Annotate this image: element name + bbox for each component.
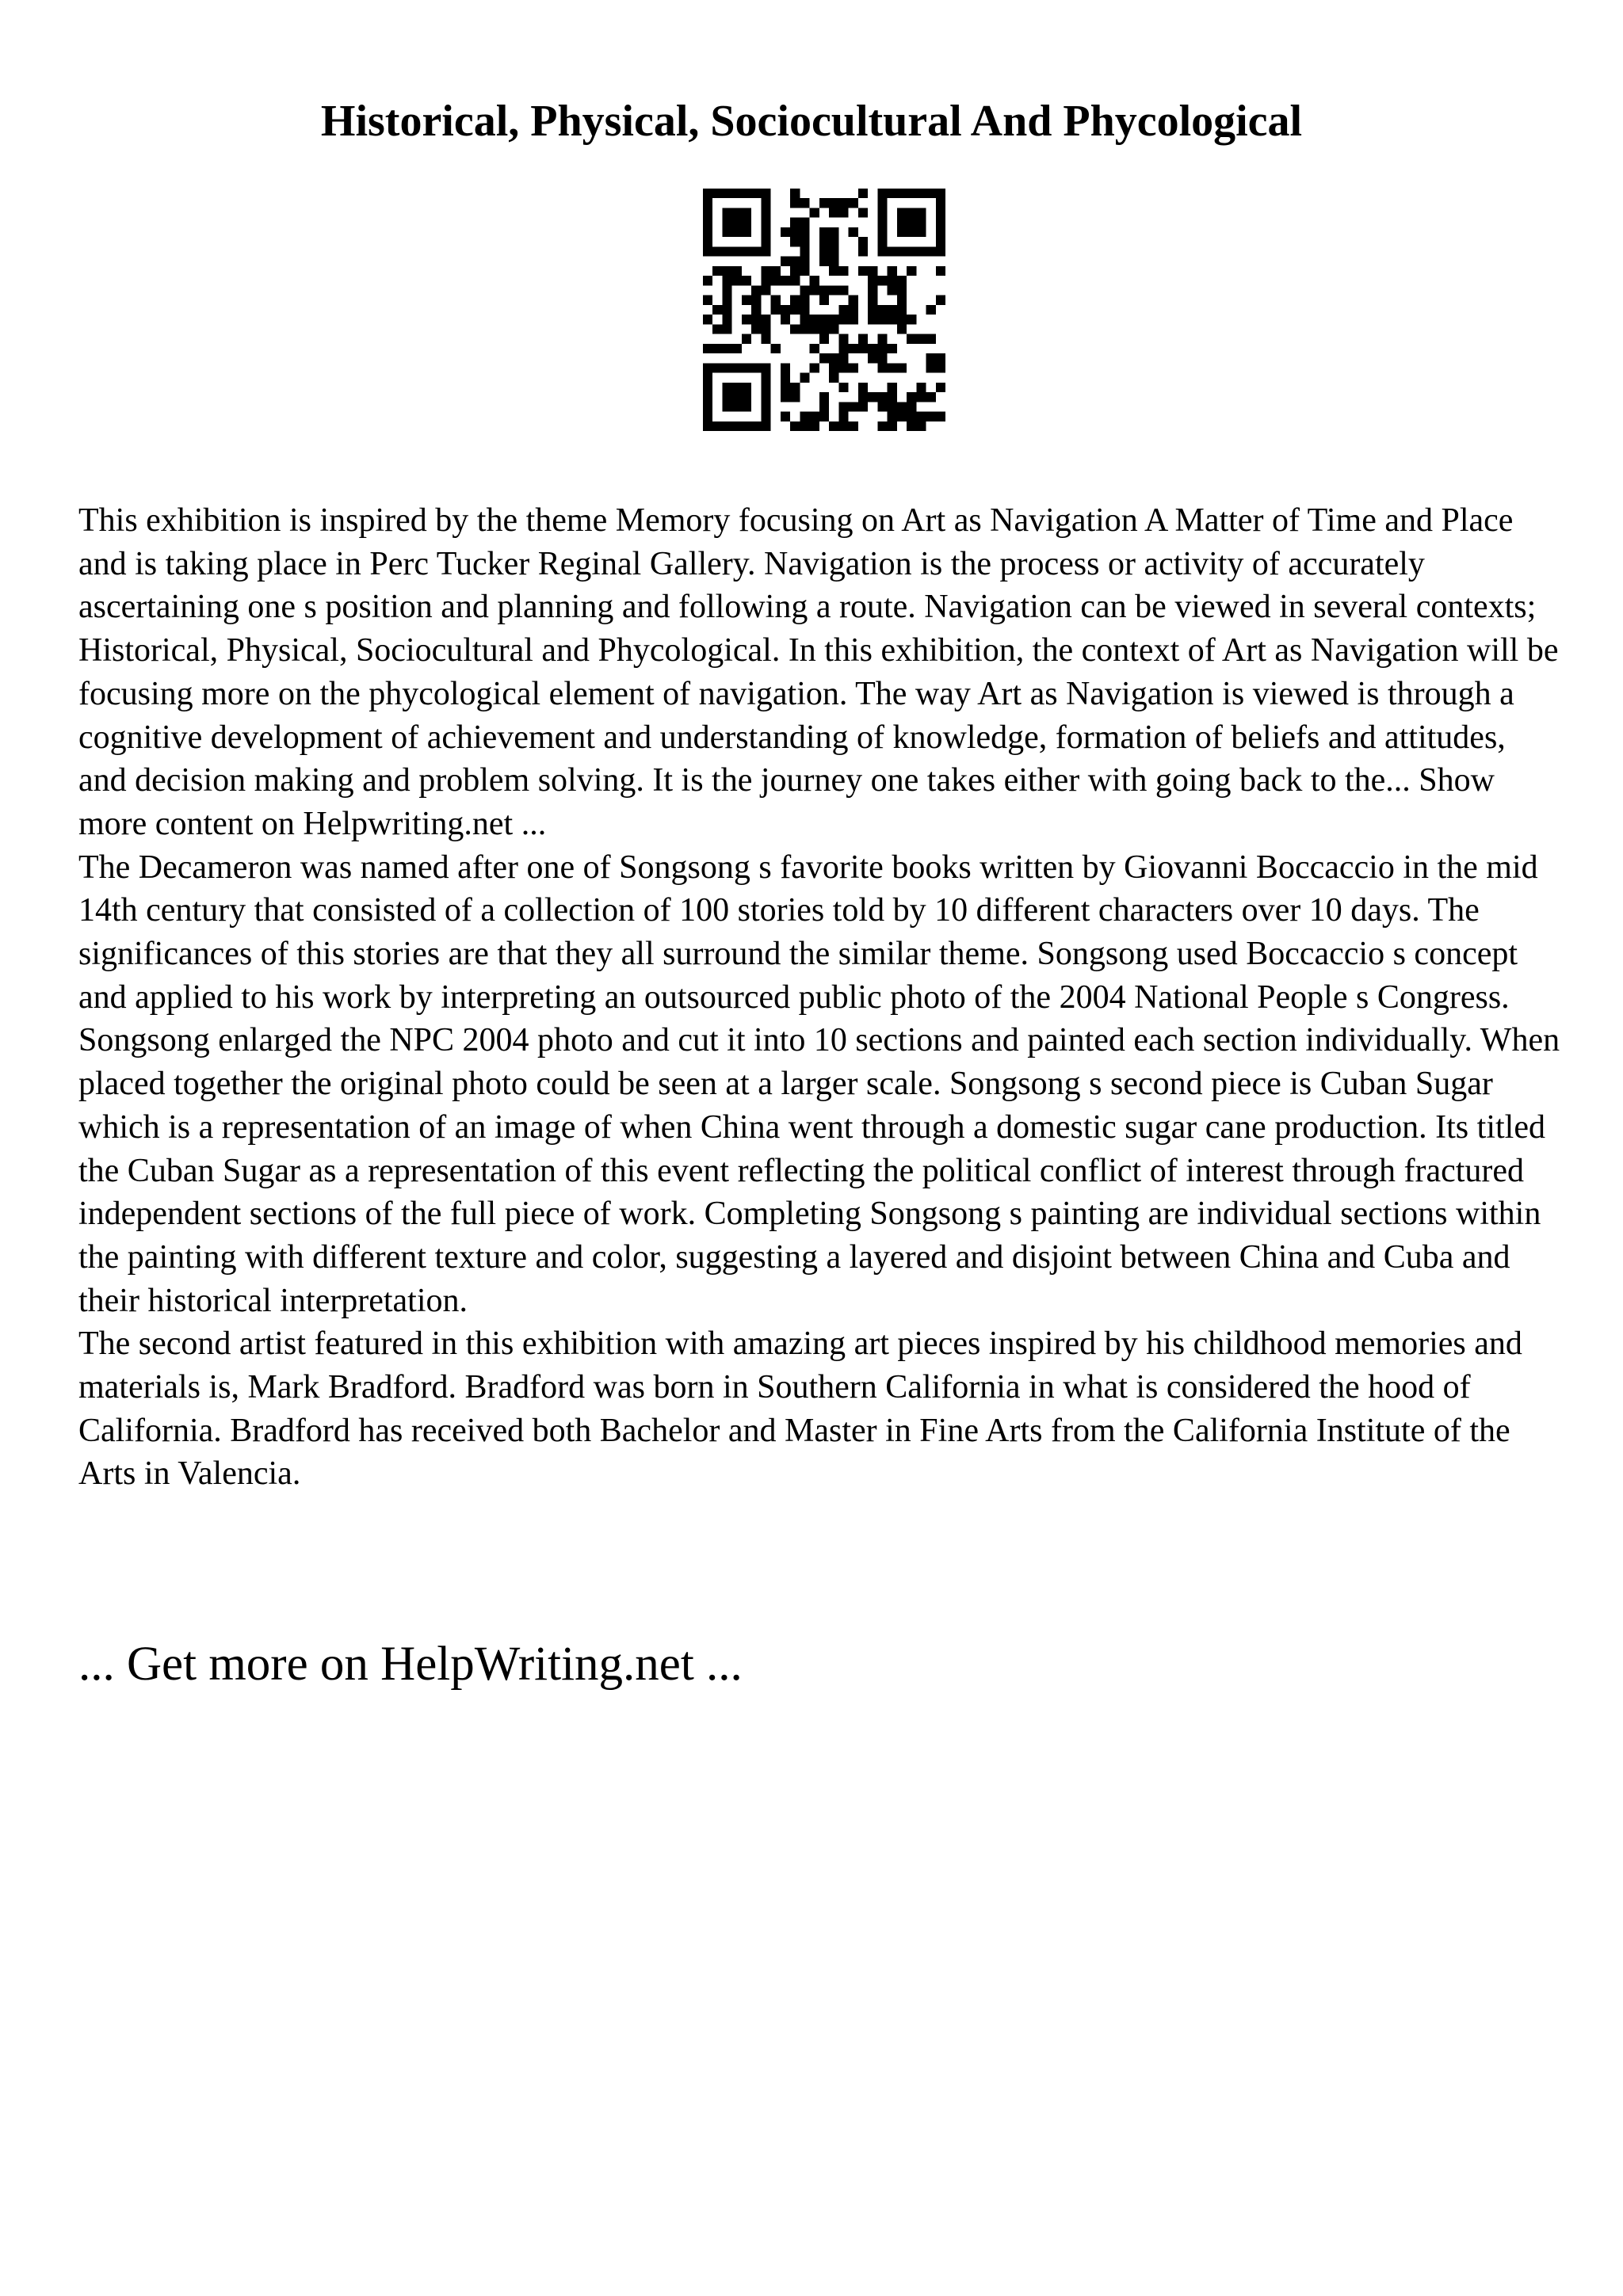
page-title: Historical, Physical, Sociocultural And Phycological — [320, 97, 1303, 146]
article-body — [78, 499, 1560, 1496]
paragraph: The Decameron was named after one of Songsong s favorite books written by Giovanni Boccaccio in the mid 14th century that consisted of a collection of 100 stories told by 10 different characters over 10 days. The significances of this stories are that they all surround the similar theme. Songsong used Boccaccio s concept and applied to his work by interpreting an outsourced public photo of the 2004 National People s Congress. Songsong enlarged the NPC 2004 photo and cut it into 10 sections and painted each section individually. When placed together the original photo could be seen at a larger scale. Songsong s second piece is Cuban Sugar which is a representation of an image of when China went through a domestic sugar cane production. Its titled the Cuban Sugar as a representation of this event reflecting the political conflict of interest through fractured independent sections of the full piece of work. Completing Songsong s painting are individual sections within the painting with different texture and color, suggesting a layered and disjoint between China and Cuba and their historical interpretation. — [78, 849, 1560, 1319]
paragraph: The second artist featured in this exhibition with amazing art pieces inspired by his childhood memories and materials is, Mark Bradford. Bradford was born in Southern California in what is considered the hood of California. Bradford has received both Bachelor and Master in Fine Arts from the California Institute of the Arts in Valencia. — [78, 1325, 1522, 1493]
paragraph: This exhibition is inspired by the theme Memory focusing on Art as Navigation A Matter of Time and Place and is taking place in Perc Tucker Reginal Gallery. Navigation is the process or activity of accurately ascertaining one s position and planning and following a route. Navigation can be viewed in several contexts; Historical, Physical, Sociocultural and Phycological. In this exhibition, the context of Art as Navigation will be focusing more on the phycological element of navigation. The way Art as Navigation is viewed is through a cognitive development of achievement and understanding of knowledge, formation of beliefs and attitudes, and decision making and problem solving. It is the journey one takes either with going back to the... Show more content on Helpwriting.net ... — [78, 502, 1559, 842]
qr-code-icon — [703, 189, 945, 431]
get-more-link[interactable]: ... Get more on HelpWriting.net ... — [78, 1638, 743, 1691]
